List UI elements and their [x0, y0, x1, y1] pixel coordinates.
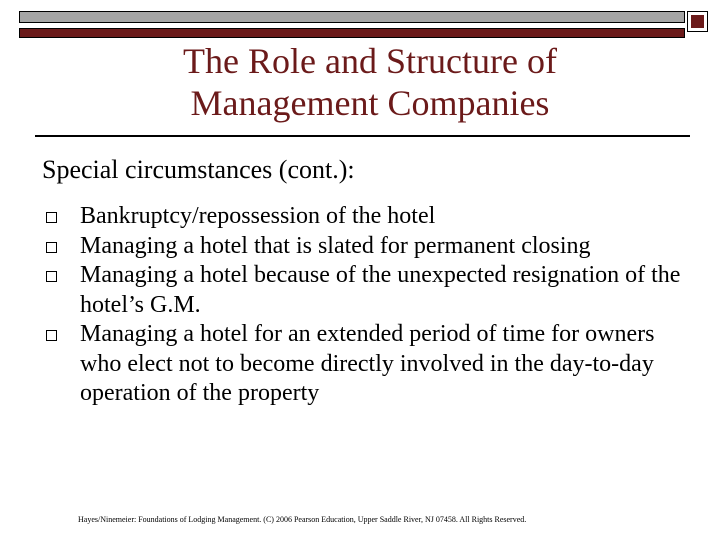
bullet-item — [42, 261, 692, 320]
hollow-square-bullet-icon — [46, 271, 57, 282]
title-divider — [35, 135, 690, 137]
hollow-square-bullet-icon — [46, 242, 57, 253]
bullet-list — [42, 202, 692, 409]
decorative-corner-square-icon — [687, 11, 708, 32]
bullet-text: Managing a hotel because of the unexpected resignation of the hotel’s G.M. — [80, 262, 681, 318]
bullet-text: Managing a hotel that is slated for permanent closing — [80, 232, 591, 259]
bullet-item — [42, 320, 692, 409]
slide-title — [80, 40, 660, 124]
decorative-accent-bar — [19, 28, 685, 38]
hollow-square-bullet-icon — [46, 212, 57, 223]
slide-title-line-2: Management Companies — [190, 83, 550, 123]
decorative-top-bar — [19, 11, 685, 23]
bullet-item — [42, 202, 692, 232]
slide-title-line-1: The Role and Structure of — [183, 41, 557, 81]
bullet-text: Managing a hotel for an extended period of time for owners who elect not to become directly involved in the day-to-day operation of the property — [80, 321, 655, 406]
bullet-text: Bankruptcy/repossession of the hotel — [80, 203, 436, 229]
corner-square-fill — [691, 15, 704, 28]
hollow-square-bullet-icon — [46, 330, 57, 341]
bullet-item — [42, 232, 692, 262]
copyright-footer: Hayes/Ninemeier: Foundations of Lodging Management. (C) 2006 Pearson Education, Upper Saddle River, NJ 07458. All Rights Reserved. — [78, 515, 527, 524]
slide-subtitle: Special circumstances (cont.): — [42, 155, 355, 184]
